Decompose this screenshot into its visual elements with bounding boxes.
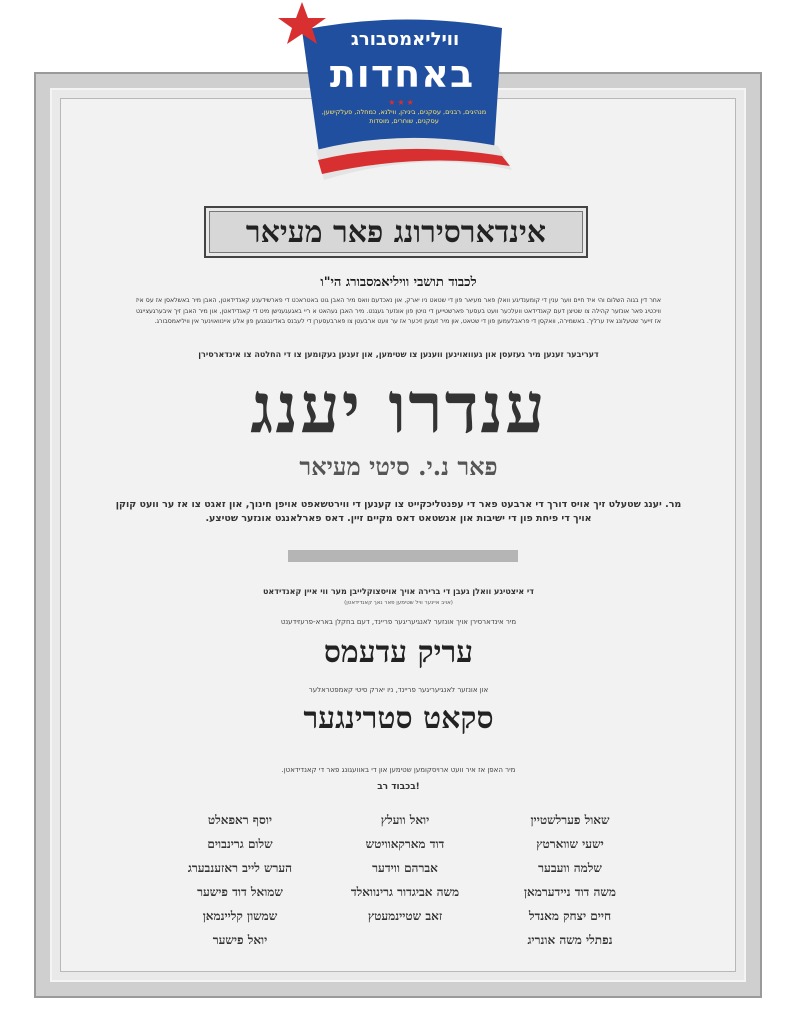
signature: אברהם ווידער <box>372 861 438 875</box>
endorsee-name-1: עריק עדעמס <box>323 635 474 670</box>
signature: נפתלי משה אונריג <box>527 933 613 947</box>
signature: הערש לייב ראזענבערג <box>187 861 293 875</box>
intro-paragraph: אחר דין בגוה השלום והי איד חיים ווער ענין די קומענדיגע וואלן פאר מעיאר פון די שטאט ניו יארק, און נאכדעם וואס מיר האבן גוט באטראכט די פארשידענע קאנדידאטן, האבן מיר באשלאסן אז עס איז וויכטיג פאר אונזער קהילה צו שטיצן דעם קאנדידאט וועלכער וועט בעסער פארשטייען די נויטן פון אונזער געגנט. מיר האבן געהאט א ריי באגעגענישן מיט די קאנדידאטן, און מיר האבן זיך איבערגעצייגט אז זייער שטעלונג איז ערליך. באשמירה, וואקסן די פראבלעמען פון די שטאט, און מיר זענען זיכער אז ער וועט ארבעטן צו פארבעסערן די לעבנס באדינגונגען פון אלע איינוואוינער אין וויליאמסבורג. <box>136 297 661 325</box>
logo-stars: ★★★ <box>388 98 416 107</box>
endorse-line: די איצטיגע וואלן געבן די ברירה אויך אויסצוקלייבן מער ווי איין קאנדידאט <box>262 587 534 596</box>
signature-column-3 <box>170 808 310 952</box>
signature: שאול פערלשטיין <box>530 813 610 827</box>
signature: ישעי שווארטץ <box>536 837 604 851</box>
candidate-office: פאר נ.י. סיטי מעיאר <box>299 452 498 481</box>
page-title: אינדארסירונג פאר מעיאר <box>245 214 547 250</box>
role-line-2: און אונזער לאנגיעריגער פריינד, ניו יארק סיטי קאמפטראלער <box>308 686 489 694</box>
logo-subtitle: מנהיגים, רבנים, עסקנים, ביניהן, ווילנא, כמחלה, פעלקישען, עסקנים, שוחרים, מוסדות <box>321 108 487 125</box>
title-box <box>204 206 588 258</box>
candidate-name: ענדרו יענג <box>250 366 547 449</box>
signature: יואל פישער <box>212 933 268 947</box>
signature: שמשון קליינמאן <box>202 909 278 923</box>
divider-bar <box>288 550 518 562</box>
signature: דוד מארקאוויטש <box>365 837 445 851</box>
signature: שמואל דוד פישער <box>197 885 283 899</box>
logo-title: וויליאמסבורג <box>350 29 460 50</box>
signature-column-1 <box>500 808 640 952</box>
signature: יוסף ראפאלט <box>207 813 273 827</box>
signature: משה דוד ניידערמאן <box>523 885 616 899</box>
salutation: לכבוד תושבי וויליאמסבורג הי"ו <box>320 275 477 290</box>
signatures <box>170 808 640 952</box>
logo-main-text: באחדות <box>329 52 475 96</box>
small-note: (אויב איינער וויל שטימען פאר נאך קאנדידאטן) <box>344 600 453 606</box>
closing-line: מיר האפן אז איר וועט ארויסקומען שטימען און די באוועגונג פאר די קאנדידאטן. <box>281 766 516 774</box>
logo <box>272 0 522 190</box>
signature-column-2 <box>335 808 475 952</box>
signature: חיים יצחק מאנדל <box>528 909 612 923</box>
signature: זאב שטיינמעטץ <box>367 909 443 923</box>
role-line-1: מיר אינדארסירן אויך אונזער לאנגיעריגער פריינד, דעם בחקלן בארא-פרעזידענט <box>280 618 517 626</box>
signature: משה אביגדור גרינוואלד <box>350 885 460 899</box>
candidate-paragraph: מר. יענג שטעלט זיך אויס דורך די ארבעט פאר די עפנטליכקייט צו קענען די ווירטשאפט אויפן חינוך, און זאגט צו אז ער וועט קוקן אויך די פיחת פון די ישיבות און אנשטאט דאס מקיים זיין. דאס פארלאנגט אונזער שטיצע. <box>115 499 682 524</box>
signature: יואל וועלץ <box>380 813 430 827</box>
signature: שלום גרינבוים <box>207 837 273 851</box>
signature: שלמה וועבער <box>538 861 602 875</box>
lead-line: דעריבער זענען מיר געזעסן און געוואוינען ווענען צו שטימען, און זענען געקומען צו די החלטה צו אינדארסירן <box>198 350 599 359</box>
respect-line: !בכבוד רב <box>377 782 420 792</box>
endorsee-name-2: סקאט סטרינגער <box>303 701 494 736</box>
